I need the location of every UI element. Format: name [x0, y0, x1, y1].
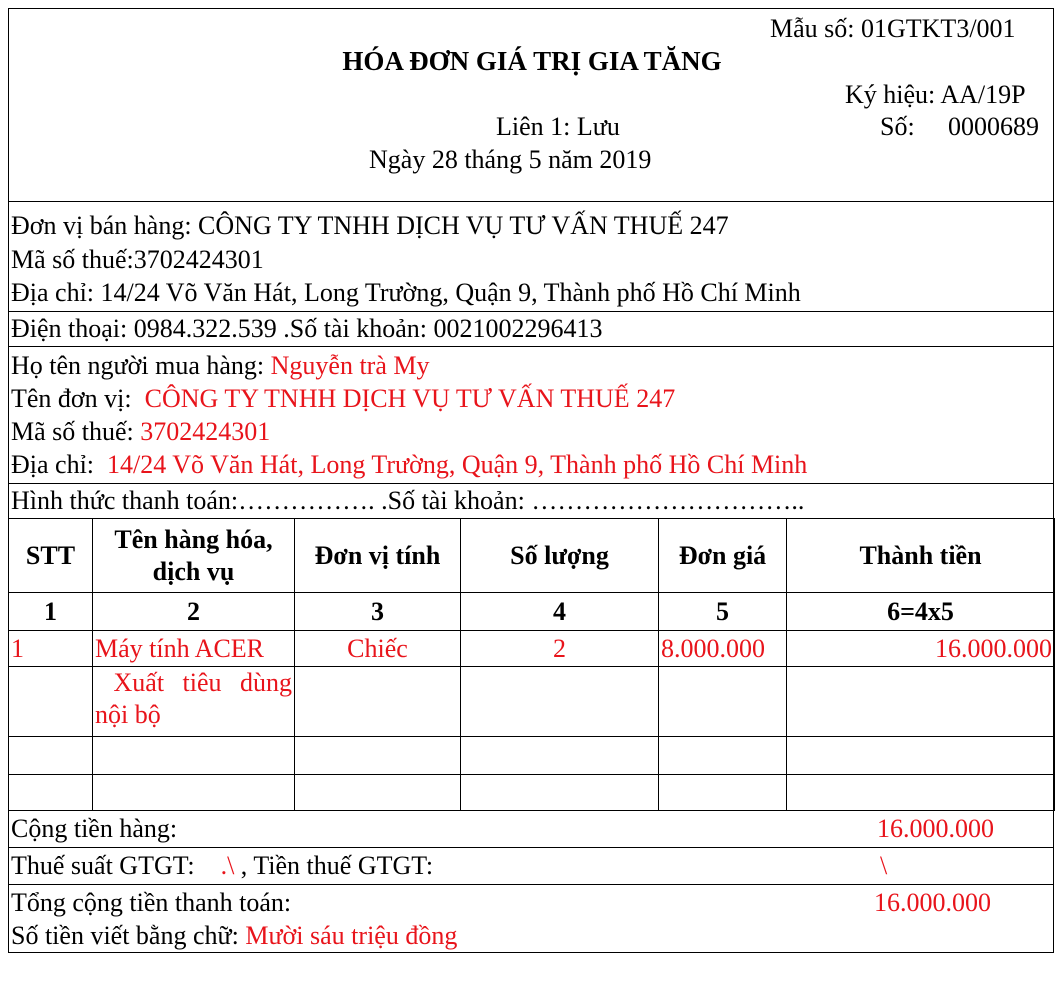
empty-cell — [787, 737, 1055, 775]
header-price: Đơn giá — [659, 519, 787, 593]
table-row-empty — [9, 775, 1055, 811]
empty-cell — [93, 737, 295, 775]
total-label: Tổng cộng tiền thanh toán: — [11, 888, 292, 917]
table-row-empty — [9, 737, 1055, 775]
buyer-name-line — [11, 351, 430, 381]
vat-amount-value: \ — [880, 851, 888, 880]
divider — [8, 201, 1054, 202]
amount-in-words-line — [11, 921, 457, 951]
divider — [8, 884, 1054, 885]
invoice-symbol: Ký hiệu: AA/19P — [845, 80, 1026, 109]
seller-address: Địa chỉ: 14/24 Võ Văn Hát, Long Trường, Quận 9, Thành phố Hồ Chí Minh — [11, 278, 801, 307]
table-row — [9, 631, 1055, 667]
vat-rate: .\ — [220, 851, 235, 880]
row-unit: Chiếc — [295, 631, 461, 667]
buyer-unit-label: Tên đơn vị: — [11, 384, 145, 413]
buyer-tax-code: 3702424301 — [140, 417, 271, 446]
invoice-number-label: Số: — [880, 112, 915, 141]
empty-cell — [93, 775, 295, 811]
buyer-name-label: Họ tên người mua hàng: — [11, 351, 271, 380]
empty-cell — [659, 737, 787, 775]
amount-in-words-label: Số tiền viết bằng chữ: — [11, 921, 246, 950]
invoice-date: Ngày 28 tháng 5 năm 2019 — [369, 145, 652, 174]
index-cell: 1 — [9, 593, 93, 631]
index-cell: 5 — [659, 593, 787, 631]
empty-cell — [295, 775, 461, 811]
buyer-address: 14/24 Võ Văn Hát, Long Trường, Quận 9, Thành phố Hồ Chí Minh — [107, 450, 808, 479]
empty-cell — [659, 775, 787, 811]
seller-phone-account: Điện thoại: 0984.322.539 .Số tài khoản: 0021002296413 — [11, 314, 603, 343]
empty-cell — [295, 737, 461, 775]
divider — [8, 847, 1054, 848]
buyer-tax-label: Mã số thuế: — [11, 417, 141, 446]
empty-cell — [787, 775, 1055, 811]
header-quantity: Số lượng — [461, 519, 659, 593]
index-cell: 2 — [93, 593, 295, 631]
row-price — [659, 667, 787, 737]
index-cell: 6=4x5 — [787, 593, 1055, 631]
subtotal-value: 16.000.000 — [877, 814, 994, 843]
invoice-title — [0, 46, 1062, 76]
empty-cell — [461, 737, 659, 775]
invoice-number: 0000689 — [948, 112, 1039, 141]
header-amount: Thành tiền — [787, 519, 1055, 593]
divider — [8, 483, 1054, 484]
row-amount — [787, 667, 1055, 737]
header-unit: Đơn vị tính — [295, 519, 461, 593]
buyer-tax-line — [11, 417, 270, 447]
header-stt: STT — [9, 519, 93, 593]
copy-label: Liên 1: Lưu — [496, 112, 620, 141]
row-quantity: 2 — [461, 631, 659, 667]
buyer-unit: CÔNG TY TNHH DỊCH VỤ TƯ VẤN THUẾ 247 — [144, 384, 676, 413]
index-cell: 4 — [461, 593, 659, 631]
seller-name: Đơn vị bán hàng: CÔNG TY TNHH DỊCH VỤ TƯ VẤN THUẾ 247 — [11, 211, 729, 240]
row-item-name: Xuất tiêu dùng nội bộ — [93, 667, 295, 737]
row-stt: 1 — [9, 631, 93, 667]
buyer-unit-line — [11, 384, 675, 414]
form-number: Mẫu số: 01GTKT3/001 — [770, 14, 1016, 43]
row-amount: 16.000.000 — [787, 631, 1055, 667]
seller-tax-code: Mã số thuế:3702424301 — [11, 245, 264, 274]
empty-cell — [461, 775, 659, 811]
items-table — [8, 518, 1055, 811]
buyer-address-label: Địa chỉ: — [11, 450, 108, 479]
subtotal-label: Cộng tiền hàng: — [11, 814, 178, 843]
header-item-name: Tên hàng hóa, dịch vụ — [93, 519, 295, 593]
table-row — [9, 667, 1055, 737]
row-price: 8.000.000 — [659, 631, 787, 667]
vat-line — [11, 851, 433, 881]
row-item-name: Máy tính ACER — [93, 631, 295, 667]
buyer-address-line — [11, 450, 807, 480]
empty-cell — [9, 737, 93, 775]
index-cell: 3 — [295, 593, 461, 631]
vat-amount-label: , Tiền thuế GTGT: — [234, 851, 434, 880]
vat-label: Thuế suất GTGT: — [11, 851, 195, 880]
amount-in-words: Mười sáu triệu đồng — [245, 921, 458, 950]
table-header-row — [9, 519, 1055, 593]
row-stt — [9, 667, 93, 737]
empty-cell — [9, 775, 93, 811]
divider — [8, 346, 1054, 347]
row-quantity — [461, 667, 659, 737]
payment-method: Hình thức thanh toán:……………. .Số tài khoản: ………………………….. — [11, 486, 805, 515]
total-value: 16.000.000 — [874, 888, 991, 917]
buyer-name: Nguyễn trà My — [270, 351, 430, 380]
divider — [8, 311, 1054, 312]
row-unit — [295, 667, 461, 737]
invoice-title-text: HÓA ĐƠN GIÁ TRỊ GIA TĂNG — [342, 46, 722, 76]
table-index-row — [9, 593, 1055, 631]
